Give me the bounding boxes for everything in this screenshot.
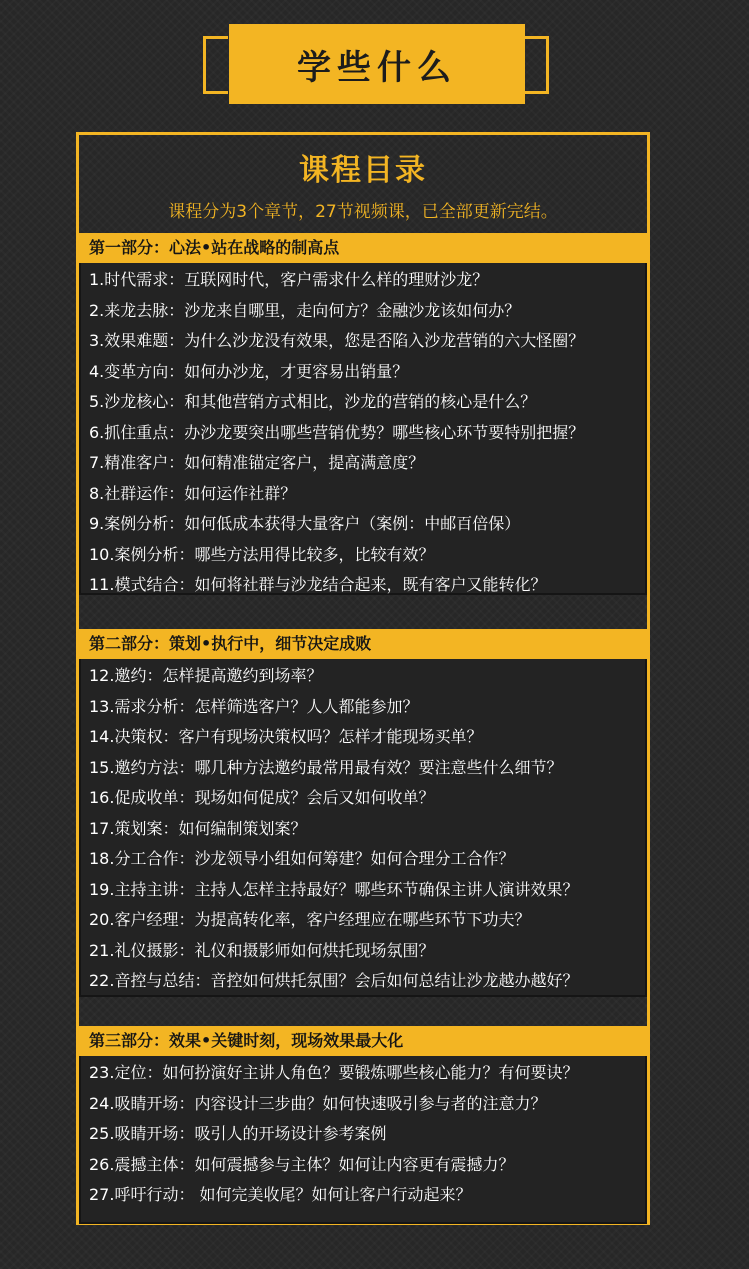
section-body bbox=[79, 263, 647, 595]
section-header: 第三部分：效果•关键时刻，现场效果最大化 bbox=[79, 1026, 647, 1056]
list-item: 17.策划案：如何编制策划案？ bbox=[89, 818, 307, 838]
list-item: 11.模式结合：如何将社群与沙龙结合起来，既有客户又能转化？ bbox=[89, 575, 547, 594]
catalog-subtitle: 课程分为3个章节，27节视频课，已全部更新完结。 bbox=[168, 202, 558, 222]
list-item: 27.呼吁行动： 如何完美收尾？如何让客户行动起来？ bbox=[89, 1185, 472, 1204]
section-1 bbox=[79, 233, 647, 595]
list-item: 21.礼仪摄影：礼仪和摄影师如何烘托现场氛围？ bbox=[89, 940, 435, 960]
list-item: 6.抓住重点：办沙龙要突出哪些营销优势？哪些核心环节要特别把握？ bbox=[89, 422, 585, 442]
list-item: 20.客户经理：为提高转化率，客户经理应在哪些环节下功夫？ bbox=[89, 910, 531, 929]
list-item: 10.案例分析：哪些方法用得比较多，比较有效？ bbox=[89, 544, 435, 564]
list-item: 16.促成收单：现场如何促成？会后又如何收单？ bbox=[89, 788, 435, 807]
section-header: 第二部分：策划•执行中，细节决定成败 bbox=[79, 629, 647, 659]
list-item: 26.震撼主体：如何震撼参与主体？如何让内容更有震撼力？ bbox=[89, 1154, 515, 1174]
list-item: 14.决策权：客户有现场决策权吗？怎样才能现场买单？ bbox=[89, 727, 483, 746]
list-item: 23.定位：如何扮演好主讲人角色？要锻炼哪些核心能力？有何要诀？ bbox=[89, 1063, 579, 1082]
list-item: 12.邀约：怎样提高邀约到场率？ bbox=[89, 666, 323, 685]
list-item: 3.效果难题：为什么沙龙没有效果，您是否陷入沙龙营销的六大怪圈？ bbox=[89, 331, 585, 350]
list-item: 24.吸睛开场：内容设计三步曲？如何快速吸引参与者的注意力？ bbox=[89, 1093, 547, 1113]
catalog-frame bbox=[76, 132, 650, 1225]
list-item: 4.变革方向：如何办沙龙，才更容易出销量？ bbox=[89, 361, 409, 381]
list-item: 25.吸睛开场：吸引人的开场设计参考案例 bbox=[89, 1124, 387, 1143]
banner-title: 学些什么 bbox=[229, 24, 525, 104]
list-item: 9.案例分析：如何低成本获得大量客户（案例：中邮百倍保） bbox=[89, 514, 521, 533]
list-item: 5.沙龙核心：和其他营销方式相比，沙龙的营销的核心是什么？ bbox=[89, 392, 537, 411]
section-body bbox=[79, 659, 647, 997]
section-3 bbox=[79, 1026, 647, 1224]
section-2 bbox=[79, 629, 647, 997]
list-item: 18.分工合作：沙龙领导小组如何筹建？如何合理分工合作？ bbox=[89, 849, 515, 868]
list-item: 15.邀约方法：哪几种方法邀约最常用最有效？要注意些什么细节？ bbox=[89, 757, 563, 777]
list-item: 19.主持主讲：主持人怎样主持最好？哪些环节确保主讲人演讲效果？ bbox=[89, 879, 579, 899]
list-item: 13.需求分析：怎样筛选客户？人人都能参加？ bbox=[89, 696, 419, 716]
title-banner bbox=[203, 36, 549, 92]
list-item: 8.社群运作：如何运作社群？ bbox=[89, 483, 297, 503]
list-item: 22.音控与总结：音控如何烘托氛围？会后如何总结让沙龙越办越好？ bbox=[89, 971, 579, 990]
banner-bracket-left bbox=[203, 36, 228, 94]
list-item: 7.精准客户：如何精准锚定客户，提高满意度？ bbox=[89, 453, 425, 472]
list-item: 2.来龙去脉：沙龙来自哪里，走向何方？金融沙龙该如何办？ bbox=[89, 300, 521, 320]
section-body bbox=[79, 1056, 647, 1224]
list-item: 1.时代需求：互联网时代，客户需求什么样的理财沙龙？ bbox=[89, 270, 489, 289]
catalog-title: 课程目录 bbox=[299, 153, 427, 188]
banner-bracket-right bbox=[524, 36, 549, 94]
section-header: 第一部分：心法•站在战略的制高点 bbox=[79, 233, 647, 263]
